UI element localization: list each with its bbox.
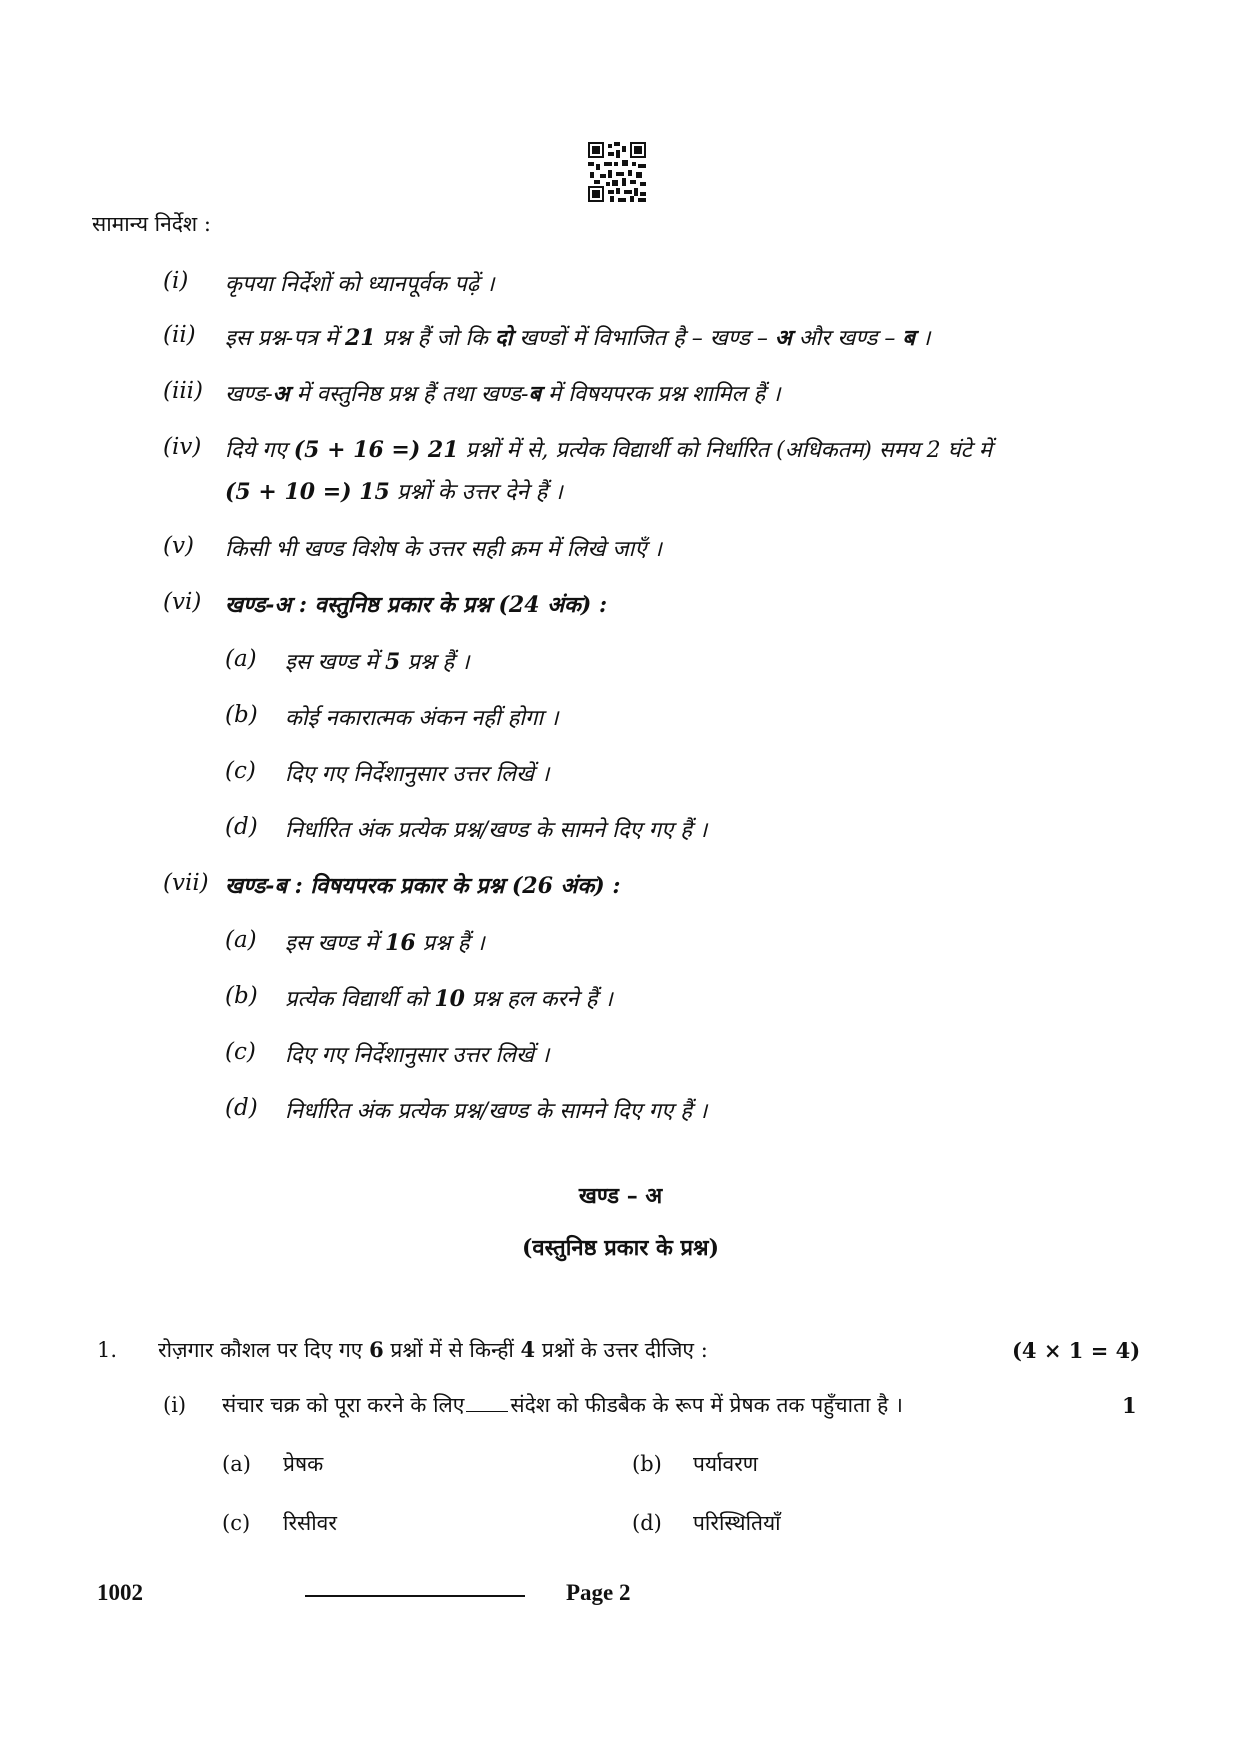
question-text: रोज़गार कौशल पर दिए गए 6 प्रश्नों में से किन्हीं 4 प्रश्नों के उत्तर दीजिए : (158, 1337, 708, 1362)
instruction-number: (iv) (163, 434, 202, 460)
sub-instruction-text: निर्धारित अंक प्रत्येक प्रश्न/खण्ड के सामने दिए गए हैं । (285, 818, 708, 843)
sub-instruction-letter: (a) (225, 927, 257, 953)
option-text: प्रेषक (283, 1452, 324, 1476)
sub-question-marks: 1 (1122, 1393, 1137, 1418)
option-text: पर्यावरण (693, 1452, 758, 1476)
sub-instruction-text: इस खण्ड में 5 प्रश्न हैं । (285, 649, 470, 675)
sub-instruction-letter: (a) (225, 646, 257, 672)
sub-instruction-letter: (c) (225, 758, 256, 784)
instruction-number: (i) (163, 268, 189, 294)
section-a-instruction: खण्ड-अ : वस्तुनिष्ठ प्रकार के प्रश्न (24 अंक) : (225, 592, 608, 618)
instruction-text: कृपया निर्देशों को ध्यानपूर्वक पढ़ें । (225, 272, 495, 297)
question-marks: (4 × 1 = 4) (1012, 1338, 1141, 1363)
sub-question-text: संचार चक्र को पूरा करने के लिए संदेश को फीडबैक के रूप में प्रेषक तक पहुँचाता है । (222, 1393, 903, 1417)
footer-divider (305, 1595, 525, 1597)
sub-instruction-letter: (d) (225, 814, 258, 840)
qr-code-icon (588, 142, 646, 202)
paper-code: 1002 (97, 1580, 143, 1605)
option-label: (a) (222, 1452, 251, 1476)
section-subtitle: (वस्तुनिष्ठ प्रकार के प्रश्न) (521, 1235, 720, 1261)
instruction-number: (ii) (163, 322, 196, 348)
instruction-text-continued: (5 + 10 =) 15 प्रश्नों के उत्तर देने हैं । (225, 479, 563, 505)
answer-blank (466, 1410, 508, 1412)
option-label: (b) (632, 1452, 662, 1476)
sub-instruction-letter: (c) (225, 1039, 256, 1065)
sub-instruction-text: इस खण्ड में 16 प्रश्न हैं । (285, 930, 485, 956)
section-title: खण्ड – अ (578, 1183, 663, 1209)
sub-instruction-letter: (b) (225, 983, 258, 1009)
sub-instruction-text: दिए गए निर्देशानुसार उत्तर लिखें । (285, 762, 550, 787)
option-text: रिसीवर (283, 1511, 337, 1535)
sub-instruction-text: दिए गए निर्देशानुसार उत्तर लिखें । (285, 1043, 550, 1068)
section-b-instruction: खण्ड-ब : विषयपरक प्रकार के प्रश्न (26 अंक) : (225, 873, 621, 899)
sub-instruction-text: निर्धारित अंक प्रत्येक प्रश्न/खण्ड के सामने दिए गए हैं । (285, 1099, 708, 1124)
page-number: Page 2 (566, 1580, 631, 1605)
sub-instruction-letter: (b) (225, 702, 258, 728)
sub-instruction-letter: (d) (225, 1095, 258, 1121)
sub-question-number: (i) (163, 1393, 187, 1417)
question-number: 1. (97, 1338, 118, 1362)
option-label: (d) (632, 1511, 662, 1535)
instruction-text: दिये गए (5 + 16 =) 21 प्रश्नों में से, प्रत्येक विद्यार्थी को निर्धारित (अधिकतम) समय 2 घंटे में (225, 437, 992, 463)
instruction-text: किसी भी खण्ड विशेष के उत्तर सही क्रम में लिखे जाएँ । (225, 537, 662, 562)
instruction-number: (iii) (163, 378, 204, 404)
instruction-text: इस प्रश्न-पत्र में 21 प्रश्न हैं जो कि दो खण्डों में विभाजित है – खण्ड – अ और खण्ड – ब । (225, 325, 931, 351)
instruction-number: (v) (163, 533, 194, 559)
option-text: परिस्थितियाँ (693, 1511, 781, 1535)
sub-instruction-text: कोई नकारात्मक अंकन नहीं होगा । (285, 706, 559, 731)
instruction-text: खण्ड-अ में वस्तुनिष्ठ प्रश्न हैं तथा खण्ड-ब में विषयपरक प्रश्न शामिल हैं । (225, 381, 781, 407)
sub-instruction-text: प्रत्येक विद्यार्थी को 10 प्रश्न हल करने हैं । (285, 986, 613, 1012)
option-label: (c) (222, 1511, 251, 1535)
instruction-number: (vi) (163, 589, 202, 615)
general-instructions-heading: सामान्य निर्देश : (92, 212, 211, 236)
instruction-number: (vii) (163, 870, 209, 896)
